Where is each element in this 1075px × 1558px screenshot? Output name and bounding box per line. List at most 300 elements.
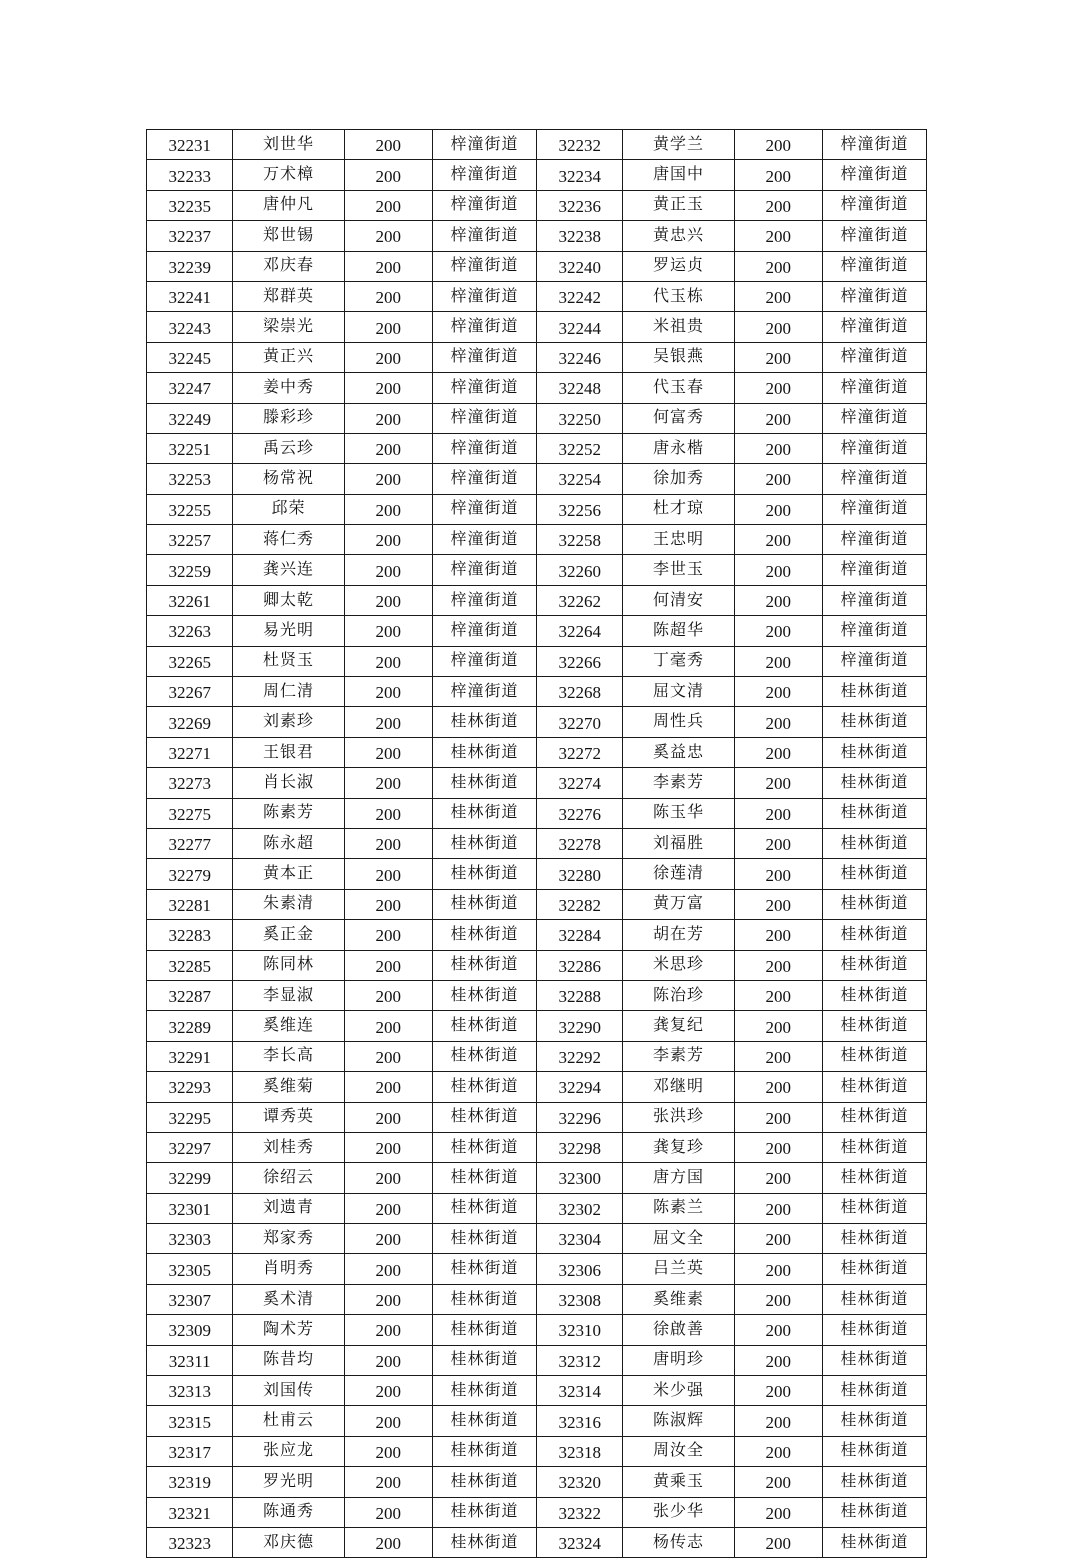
- amount-cell: 200: [734, 555, 822, 585]
- subdistrict-cell: 桂林街道: [823, 980, 927, 1010]
- subdistrict-cell: 桂林街道: [823, 1497, 927, 1527]
- amount-cell: 200: [734, 1527, 822, 1557]
- record-number-cell: 32318: [536, 1436, 622, 1466]
- person-name-cell: 周性兵: [623, 707, 734, 737]
- table-row: [147, 555, 927, 585]
- person-name-cell: 徐加秀: [623, 464, 734, 494]
- record-number-cell: 32310: [536, 1315, 622, 1345]
- record-number-cell: 32279: [147, 859, 233, 889]
- record-number-cell: 32248: [536, 373, 622, 403]
- subdistrict-cell: 梓潼街道: [433, 433, 537, 463]
- amount-cell: 200: [344, 281, 432, 311]
- table-row: [147, 859, 927, 889]
- record-number-cell: 32309: [147, 1315, 233, 1345]
- person-name-cell: 杨传志: [623, 1527, 734, 1557]
- subdistrict-cell: 桂林街道: [823, 889, 927, 919]
- amount-cell: 200: [734, 1163, 822, 1193]
- record-number-cell: 32319: [147, 1467, 233, 1497]
- record-number-cell: 32272: [536, 737, 622, 767]
- table-row: [147, 251, 927, 281]
- person-name-cell: 吕兰英: [623, 1254, 734, 1284]
- person-name-cell: 陈同林: [233, 950, 344, 980]
- record-number-cell: 32303: [147, 1224, 233, 1254]
- person-name-cell: 滕彩珍: [233, 403, 344, 433]
- amount-cell: 200: [344, 1406, 432, 1436]
- subdistrict-cell: 桂林街道: [823, 1284, 927, 1314]
- record-number-cell: 32284: [536, 920, 622, 950]
- subdistrict-cell: 桂林街道: [823, 1072, 927, 1102]
- person-name-cell: 朱素清: [233, 889, 344, 919]
- person-name-cell: 陈昔均: [233, 1345, 344, 1375]
- amount-cell: 200: [344, 525, 432, 555]
- record-number-cell: 32296: [536, 1102, 622, 1132]
- subdistrict-cell: 桂林街道: [433, 1406, 537, 1436]
- amount-cell: 200: [344, 768, 432, 798]
- record-number-cell: 32293: [147, 1072, 233, 1102]
- record-number-cell: 32315: [147, 1406, 233, 1436]
- person-name-cell: 杜才琼: [623, 494, 734, 524]
- person-name-cell: 邱荣: [233, 494, 344, 524]
- amount-cell: 200: [344, 646, 432, 676]
- amount-cell: 200: [734, 130, 822, 160]
- person-name-cell: 杨常祝: [233, 464, 344, 494]
- person-name-cell: 吴银燕: [623, 342, 734, 372]
- subdistrict-cell: 梓潼街道: [823, 221, 927, 251]
- record-number-cell: 32261: [147, 585, 233, 615]
- record-number-cell: 32278: [536, 828, 622, 858]
- table-row: [147, 585, 927, 615]
- amount-cell: 200: [344, 798, 432, 828]
- person-name-cell: 胡在芳: [623, 920, 734, 950]
- amount-cell: 200: [734, 1193, 822, 1223]
- person-name-cell: 徐啟善: [623, 1315, 734, 1345]
- person-name-cell: 黄忠兴: [623, 221, 734, 251]
- record-number-cell: 32285: [147, 950, 233, 980]
- subdistrict-cell: 桂林街道: [823, 1527, 927, 1557]
- person-name-cell: 黄本正: [233, 859, 344, 889]
- subdistrict-cell: 梓潼街道: [433, 616, 537, 646]
- subdistrict-cell: 桂林街道: [433, 1376, 537, 1406]
- subdistrict-cell: 桂林街道: [433, 1132, 537, 1162]
- amount-cell: 200: [734, 920, 822, 950]
- record-number-cell: 32323: [147, 1527, 233, 1557]
- person-name-cell: 万术樟: [233, 160, 344, 190]
- table-row: [147, 737, 927, 767]
- amount-cell: 200: [734, 768, 822, 798]
- person-name-cell: 米思珍: [623, 950, 734, 980]
- record-number-cell: 32253: [147, 464, 233, 494]
- record-number-cell: 32258: [536, 525, 622, 555]
- table-row: [147, 980, 927, 1010]
- subdistrict-cell: 桂林街道: [823, 737, 927, 767]
- person-name-cell: 代玉春: [623, 373, 734, 403]
- record-number-cell: 32292: [536, 1041, 622, 1071]
- person-name-cell: 刘遗青: [233, 1193, 344, 1223]
- table-row: [147, 160, 927, 190]
- amount-cell: 200: [344, 373, 432, 403]
- record-number-cell: 32267: [147, 677, 233, 707]
- amount-cell: 200: [734, 251, 822, 281]
- amount-cell: 200: [344, 1072, 432, 1102]
- person-name-cell: 张应龙: [233, 1436, 344, 1466]
- amount-cell: 200: [344, 190, 432, 220]
- subdistrict-cell: 梓潼街道: [823, 646, 927, 676]
- subdistrict-cell: 桂林街道: [433, 1345, 537, 1375]
- subdistrict-cell: 桂林街道: [433, 1467, 537, 1497]
- record-number-cell: 32313: [147, 1376, 233, 1406]
- person-name-cell: 黄正玉: [623, 190, 734, 220]
- subdistrict-cell: 梓潼街道: [823, 585, 927, 615]
- person-name-cell: 唐国中: [623, 160, 734, 190]
- person-name-cell: 唐明珍: [623, 1345, 734, 1375]
- record-number-cell: 32288: [536, 980, 622, 1010]
- amount-cell: 200: [734, 1467, 822, 1497]
- amount-cell: 200: [734, 1132, 822, 1162]
- amount-cell: 200: [344, 1284, 432, 1314]
- record-number-cell: 32242: [536, 281, 622, 311]
- record-number-cell: 32286: [536, 950, 622, 980]
- subdistrict-cell: 梓潼街道: [823, 251, 927, 281]
- amount-cell: 200: [734, 494, 822, 524]
- person-name-cell: 周仁清: [233, 677, 344, 707]
- subdistrict-cell: 梓潼街道: [823, 464, 927, 494]
- record-number-cell: 32287: [147, 980, 233, 1010]
- record-number-cell: 32265: [147, 646, 233, 676]
- person-name-cell: 唐仲凡: [233, 190, 344, 220]
- table-row: [147, 828, 927, 858]
- table-row: [147, 768, 927, 798]
- amount-cell: 200: [344, 1345, 432, 1375]
- person-name-cell: 邓庆德: [233, 1527, 344, 1557]
- table-row: [147, 707, 927, 737]
- amount-cell: 200: [344, 1102, 432, 1132]
- record-number-cell: 32235: [147, 190, 233, 220]
- record-number-cell: 32308: [536, 1284, 622, 1314]
- record-number-cell: 32256: [536, 494, 622, 524]
- record-number-cell: 32282: [536, 889, 622, 919]
- person-name-cell: 谭秀英: [233, 1102, 344, 1132]
- record-number-cell: 32238: [536, 221, 622, 251]
- subdistrict-cell: 桂林街道: [823, 920, 927, 950]
- table-row: [147, 1224, 927, 1254]
- amount-cell: 200: [734, 1406, 822, 1436]
- amount-cell: 200: [734, 616, 822, 646]
- record-number-cell: 32233: [147, 160, 233, 190]
- record-number-cell: 32314: [536, 1376, 622, 1406]
- person-name-cell: 黄正兴: [233, 342, 344, 372]
- subdistrict-cell: 桂林街道: [823, 1163, 927, 1193]
- person-name-cell: 徐莲清: [623, 859, 734, 889]
- subdistrict-cell: 桂林街道: [433, 1527, 537, 1557]
- person-name-cell: 龚兴连: [233, 555, 344, 585]
- person-name-cell: 陶术芳: [233, 1315, 344, 1345]
- table-row: [147, 1345, 927, 1375]
- amount-cell: 200: [344, 130, 432, 160]
- person-name-cell: 屈文清: [623, 677, 734, 707]
- subdistrict-cell: 桂林街道: [823, 1345, 927, 1375]
- amount-cell: 200: [344, 1041, 432, 1071]
- amount-cell: 200: [344, 1163, 432, 1193]
- person-name-cell: 肖明秀: [233, 1254, 344, 1284]
- person-name-cell: 姜中秀: [233, 373, 344, 403]
- subdistrict-cell: 梓潼街道: [433, 160, 537, 190]
- person-name-cell: 易光明: [233, 616, 344, 646]
- amount-cell: 200: [734, 190, 822, 220]
- subdistrict-cell: 梓潼街道: [433, 130, 537, 160]
- record-number-cell: 32305: [147, 1254, 233, 1284]
- amount-cell: 200: [734, 464, 822, 494]
- person-name-cell: 李显淑: [233, 980, 344, 1010]
- subdistrict-cell: 梓潼街道: [823, 494, 927, 524]
- record-number-cell: 32249: [147, 403, 233, 433]
- amount-cell: 200: [344, 555, 432, 585]
- record-number-cell: 32298: [536, 1132, 622, 1162]
- subdistrict-cell: 梓潼街道: [433, 494, 537, 524]
- record-number-cell: 32280: [536, 859, 622, 889]
- table-row: [147, 130, 927, 160]
- subdistrict-cell: 梓潼街道: [433, 373, 537, 403]
- table-row: [147, 1284, 927, 1314]
- amount-cell: 200: [734, 1041, 822, 1071]
- subdistrict-cell: 桂林街道: [433, 1284, 537, 1314]
- amount-cell: 200: [734, 707, 822, 737]
- record-number-cell: 32239: [147, 251, 233, 281]
- subdistrict-cell: 桂林街道: [823, 1193, 927, 1223]
- person-name-cell: 奚维素: [623, 1284, 734, 1314]
- person-name-cell: 陈素芳: [233, 798, 344, 828]
- subdistrict-cell: 桂林街道: [823, 1011, 927, 1041]
- table-body: [147, 130, 927, 1558]
- table-row: [147, 616, 927, 646]
- record-number-cell: 32268: [536, 677, 622, 707]
- person-name-cell: 陈超华: [623, 616, 734, 646]
- subdistrict-cell: 梓潼街道: [823, 160, 927, 190]
- subdistrict-cell: 桂林街道: [433, 1072, 537, 1102]
- subdistrict-cell: 桂林街道: [433, 859, 537, 889]
- subdistrict-cell: 梓潼街道: [823, 433, 927, 463]
- amount-cell: 200: [344, 1527, 432, 1557]
- person-name-cell: 龚复珍: [623, 1132, 734, 1162]
- amount-cell: 200: [734, 1345, 822, 1375]
- person-name-cell: 龚复纪: [623, 1011, 734, 1041]
- amount-cell: 200: [734, 281, 822, 311]
- subdistrict-cell: 梓潼街道: [823, 555, 927, 585]
- person-name-cell: 肖长淑: [233, 768, 344, 798]
- table-row: [147, 403, 927, 433]
- record-number-cell: 32291: [147, 1041, 233, 1071]
- subdistrict-cell: 梓潼街道: [823, 281, 927, 311]
- amount-cell: 200: [734, 1436, 822, 1466]
- record-number-cell: 32274: [536, 768, 622, 798]
- subdistrict-cell: 梓潼街道: [823, 342, 927, 372]
- table-row: [147, 1041, 927, 1071]
- person-name-cell: 张少华: [623, 1497, 734, 1527]
- amount-cell: 200: [344, 1376, 432, 1406]
- record-number-cell: 32312: [536, 1345, 622, 1375]
- table-row: [147, 950, 927, 980]
- person-name-cell: 黄乘玉: [623, 1467, 734, 1497]
- subdistrict-cell: 桂林街道: [433, 1224, 537, 1254]
- amount-cell: 200: [734, 980, 822, 1010]
- record-number-cell: 32316: [536, 1406, 622, 1436]
- record-number-cell: 32241: [147, 281, 233, 311]
- amount-cell: 200: [344, 1011, 432, 1041]
- record-number-cell: 32320: [536, 1467, 622, 1497]
- person-name-cell: 米少强: [623, 1376, 734, 1406]
- subdistrict-cell: 桂林街道: [823, 1376, 927, 1406]
- subdistrict-cell: 梓潼街道: [823, 312, 927, 342]
- person-name-cell: 刘世华: [233, 130, 344, 160]
- record-number-cell: 32299: [147, 1163, 233, 1193]
- table-row: [147, 281, 927, 311]
- amount-cell: 200: [734, 798, 822, 828]
- subdistrict-cell: 桂林街道: [433, 1497, 537, 1527]
- subdistrict-cell: 梓潼街道: [433, 555, 537, 585]
- record-number-cell: 32232: [536, 130, 622, 160]
- subdistrict-cell: 桂林街道: [433, 980, 537, 1010]
- subdistrict-cell: 梓潼街道: [823, 373, 927, 403]
- person-name-cell: 罗光明: [233, 1467, 344, 1497]
- subsidy-roster-table: [146, 129, 927, 1558]
- subdistrict-cell: 桂林街道: [823, 1102, 927, 1132]
- record-number-cell: 32283: [147, 920, 233, 950]
- record-number-cell: 32297: [147, 1132, 233, 1162]
- amount-cell: 200: [734, 403, 822, 433]
- person-name-cell: 王忠明: [623, 525, 734, 555]
- record-number-cell: 32322: [536, 1497, 622, 1527]
- amount-cell: 200: [734, 1224, 822, 1254]
- table-row: [147, 889, 927, 919]
- amount-cell: 200: [734, 1497, 822, 1527]
- subdistrict-cell: 梓潼街道: [823, 525, 927, 555]
- amount-cell: 200: [734, 160, 822, 190]
- record-number-cell: 32236: [536, 190, 622, 220]
- person-name-cell: 杜贤玉: [233, 646, 344, 676]
- amount-cell: 200: [344, 221, 432, 251]
- person-name-cell: 陈淑辉: [623, 1406, 734, 1436]
- amount-cell: 200: [344, 828, 432, 858]
- subdistrict-cell: 梓潼街道: [433, 281, 537, 311]
- record-number-cell: 32307: [147, 1284, 233, 1314]
- table-row: [147, 1315, 927, 1345]
- subdistrict-cell: 梓潼街道: [433, 646, 537, 676]
- subdistrict-cell: 梓潼街道: [823, 616, 927, 646]
- person-name-cell: 陈治珍: [623, 980, 734, 1010]
- person-name-cell: 卿太乾: [233, 585, 344, 615]
- table-row: [147, 1376, 927, 1406]
- subdistrict-cell: 桂林街道: [823, 798, 927, 828]
- person-name-cell: 邓庆春: [233, 251, 344, 281]
- subdistrict-cell: 桂林街道: [433, 1436, 537, 1466]
- person-name-cell: 米祖贵: [623, 312, 734, 342]
- person-name-cell: 唐永楷: [623, 433, 734, 463]
- amount-cell: 200: [734, 1102, 822, 1132]
- amount-cell: 200: [734, 646, 822, 676]
- subdistrict-cell: 梓潼街道: [823, 130, 927, 160]
- person-name-cell: 奚正金: [233, 920, 344, 950]
- record-number-cell: 32240: [536, 251, 622, 281]
- table-row: [147, 221, 927, 251]
- record-number-cell: 32250: [536, 403, 622, 433]
- amount-cell: 200: [344, 1193, 432, 1223]
- amount-cell: 200: [344, 1467, 432, 1497]
- person-name-cell: 屈文全: [623, 1224, 734, 1254]
- amount-cell: 200: [344, 920, 432, 950]
- subdistrict-cell: 桂林街道: [433, 1163, 537, 1193]
- subdistrict-cell: 桂林街道: [433, 1011, 537, 1041]
- table-row: [147, 1102, 927, 1132]
- record-number-cell: 32234: [536, 160, 622, 190]
- table-row: [147, 646, 927, 676]
- record-number-cell: 32257: [147, 525, 233, 555]
- table-row: [147, 1132, 927, 1162]
- table-row: [147, 464, 927, 494]
- person-name-cell: 李长高: [233, 1041, 344, 1071]
- table-row: [147, 342, 927, 372]
- record-number-cell: 32269: [147, 707, 233, 737]
- record-number-cell: 32302: [536, 1193, 622, 1223]
- table-row: [147, 920, 927, 950]
- table-row: [147, 798, 927, 828]
- amount-cell: 200: [344, 464, 432, 494]
- subdistrict-cell: 桂林街道: [433, 1254, 537, 1284]
- amount-cell: 200: [734, 1011, 822, 1041]
- amount-cell: 200: [734, 1315, 822, 1345]
- amount-cell: 200: [344, 889, 432, 919]
- amount-cell: 200: [344, 707, 432, 737]
- record-number-cell: 32275: [147, 798, 233, 828]
- person-name-cell: 唐方国: [623, 1163, 734, 1193]
- amount-cell: 200: [344, 737, 432, 767]
- person-name-cell: 邓继明: [623, 1072, 734, 1102]
- amount-cell: 200: [344, 1132, 432, 1162]
- record-number-cell: 32324: [536, 1527, 622, 1557]
- person-name-cell: 黄万富: [623, 889, 734, 919]
- record-number-cell: 32262: [536, 585, 622, 615]
- person-name-cell: 李世玉: [623, 555, 734, 585]
- subdistrict-cell: 梓潼街道: [433, 342, 537, 372]
- person-name-cell: 郑群英: [233, 281, 344, 311]
- subdistrict-cell: 梓潼街道: [823, 190, 927, 220]
- subdistrict-cell: 桂林街道: [433, 920, 537, 950]
- record-number-cell: 32304: [536, 1224, 622, 1254]
- subdistrict-cell: 桂林街道: [823, 1406, 927, 1436]
- record-number-cell: 32321: [147, 1497, 233, 1527]
- subdistrict-cell: 桂林街道: [823, 1315, 927, 1345]
- record-number-cell: 32243: [147, 312, 233, 342]
- person-name-cell: 徐绍云: [233, 1163, 344, 1193]
- amount-cell: 200: [344, 403, 432, 433]
- subdistrict-cell: 桂林街道: [433, 950, 537, 980]
- person-name-cell: 王银君: [233, 737, 344, 767]
- person-name-cell: 郑世锡: [233, 221, 344, 251]
- subdistrict-cell: 桂林街道: [823, 1224, 927, 1254]
- amount-cell: 200: [734, 889, 822, 919]
- amount-cell: 200: [734, 221, 822, 251]
- amount-cell: 200: [344, 585, 432, 615]
- subdistrict-cell: 梓潼街道: [823, 403, 927, 433]
- record-number-cell: 32271: [147, 737, 233, 767]
- record-number-cell: 32294: [536, 1072, 622, 1102]
- person-name-cell: 郑家秀: [233, 1224, 344, 1254]
- record-number-cell: 32247: [147, 373, 233, 403]
- subdistrict-cell: 桂林街道: [433, 1315, 537, 1345]
- subdistrict-cell: 桂林街道: [823, 1254, 927, 1284]
- subdistrict-cell: 桂林街道: [823, 768, 927, 798]
- person-name-cell: 刘国传: [233, 1376, 344, 1406]
- person-name-cell: 刘福胜: [623, 828, 734, 858]
- subdistrict-cell: 桂林街道: [823, 950, 927, 980]
